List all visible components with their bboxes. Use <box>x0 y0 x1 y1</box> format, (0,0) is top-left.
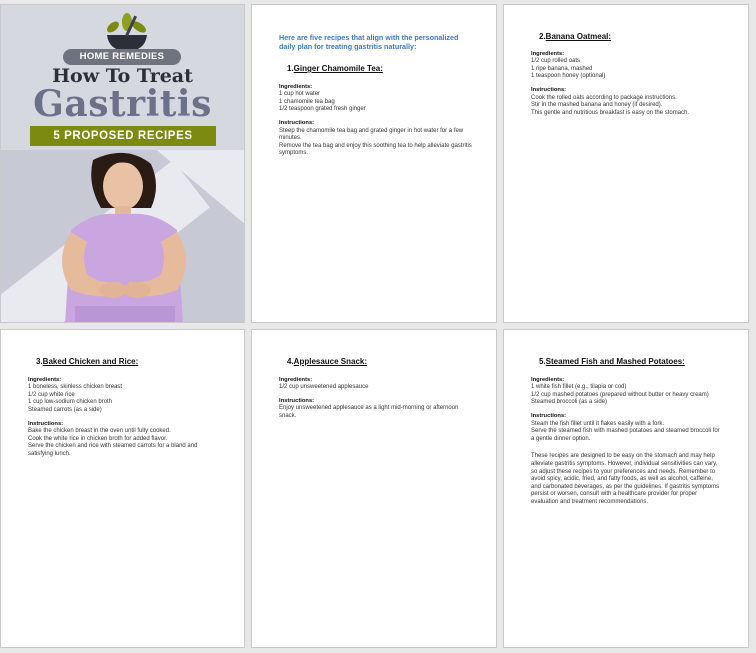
recipe-5-ingredients-label: Ingredients: <box>531 376 565 383</box>
instruction-item: Steep the chamomile tea bag and grated ginger in hot water for a few minutes. <box>279 127 464 142</box>
recipe-1-ingredients-label: Ingredients: <box>279 83 313 90</box>
ingredient-item: Steamed carrots (as a side) <box>28 406 102 413</box>
ingredient-item: 1 cup hot water <box>279 91 321 98</box>
ingredient-item: 1/2 cup unsweetened applesauce <box>279 384 369 391</box>
ingredient-item: 1/2 teaspoon grated fresh ginger <box>279 106 366 113</box>
instruction-item: This gentle and nutritious breakfast is easy on the stomach. <box>531 109 690 116</box>
recipe-3-title: Baked Chicken and Rice: <box>42 357 139 366</box>
recipe-4-instructions-label: Instructions: <box>279 397 315 404</box>
recipe-2-heading <box>539 33 724 41</box>
recipe-4-title: Applesauce Snack: <box>293 357 368 366</box>
recipe-4-ingredients-label: Ingredients: <box>279 376 313 383</box>
ingredient-item: 1 ripe banana, mashed <box>531 65 593 72</box>
instruction-item: Enjoy unsweetened applesauce as a light mid-morning or afternoon snack. <box>279 405 459 419</box>
recipe-1-number: 1. <box>287 64 294 73</box>
instruction-item: Serve the steamed fish with mashed potatoes and steamed broccoli for a gentle dinner option. <box>531 428 720 442</box>
recipe-4-number: 4. <box>287 357 294 366</box>
instruction-item: Remove the tea bag and enjoy this soothing tea to help alleviate gastritis symptoms. <box>279 142 472 157</box>
recipe-4-heading <box>287 358 472 366</box>
intro-paragraph: Here are five recipes that align with the personalized daily plan for treating gastritis naturally: <box>279 33 459 51</box>
recipe-5-instructions-label: Instructions: <box>531 412 567 419</box>
instruction-item: Cook the white rice in chicken broth for added flavor. <box>28 435 168 442</box>
ingredient-item: Steamed broccoli (as a side) <box>531 399 608 406</box>
recipe-2-instructions-label: Instructions: <box>531 86 567 93</box>
page-recipe-5 <box>503 329 749 648</box>
page-recipe-2 <box>503 4 749 323</box>
cover-header-area <box>1 5 244 150</box>
recipe-2-title: Banana Oatmeal: <box>545 32 612 41</box>
recipe-2-number: 2. <box>539 32 546 41</box>
mortar-pestle-leaves-icon <box>97 13 157 53</box>
recipe-1-title: Ginger Chamomile Tea: <box>293 64 383 73</box>
closing-paragraph: These recipes are designed to be easy on the stomach and may help alleviate gastritis symptoms. However, individual sensitivities can vary, so adjust these recipes to your preferences and needs. Remember to avoid spicy, acidic, fried, and fatty foods, as well as alcohol, caffeine, and carbonated beverages, as per the guidelines. If gastritis symptoms persist or worsen, consult with a healthcare provider for proper evaluation and treatment recommendations. <box>531 453 720 505</box>
ingredient-item: 1/2 cup mashed potatoes (prepared without butter or heavy cream) <box>531 391 709 398</box>
ingredient-item: 1/2 cup white rice <box>28 391 75 398</box>
recipe-1-heading <box>287 65 472 73</box>
recipe-3-ingredients-label: Ingredients: <box>28 376 62 383</box>
cover-photo <box>1 150 244 323</box>
recipe-3-heading <box>36 358 220 366</box>
ingredient-item: 1 chamomile tea bag <box>279 98 335 105</box>
recipe-3-instructions-label: Instructions: <box>28 420 64 427</box>
instruction-item: Serve the chicken and rice with steamed carrots for a bland and satisfying lunch. <box>28 443 198 457</box>
ingredient-item: 1/2 cup rolled oats <box>531 58 581 65</box>
recipe-5-number: 5. <box>539 357 546 366</box>
page-recipe-3 <box>0 329 245 648</box>
cover-badge: HOME REMEDIES <box>63 49 181 65</box>
instruction-item: Bake the chicken breast in the oven until fully cooked. <box>28 428 171 435</box>
woman-holding-stomach-illustration <box>1 150 244 323</box>
ingredient-item: 1 white fish fillet (e.g., tilapia or cod) <box>531 384 627 391</box>
ingredient-item: 1 cup low-sodium chicken broth <box>28 399 113 406</box>
instruction-item: Steam the fish fillet until it flakes easily with a fork. <box>531 420 665 427</box>
page-recipe-1 <box>251 4 497 323</box>
recipe-5-title: Steamed Fish and Mashed Potatoes: <box>545 357 685 366</box>
recipe-5-heading <box>539 358 724 366</box>
instruction-item: Cook the rolled oats according to package instructions. <box>531 94 677 101</box>
recipe-1-instructions-label: Instructions: <box>279 119 315 126</box>
recipe-3-number: 3. <box>36 357 43 366</box>
cover-page <box>0 4 245 323</box>
cover-title-line1: How To Treat <box>52 65 193 87</box>
ingredient-item: 1 boneless, skinless chicken breast <box>28 384 123 391</box>
recipe-2-ingredients-label: Ingredients: <box>531 50 565 57</box>
cover-subtitle-bar: 5 PROPOSED RECIPES <box>30 126 216 146</box>
page-recipe-4 <box>251 329 497 648</box>
cover-title-line2: Gastritis <box>33 83 212 125</box>
ingredient-item: 1 teaspoon honey (optional) <box>531 73 606 80</box>
instruction-item: Stir in the mashed banana and honey (if desired). <box>531 102 663 109</box>
